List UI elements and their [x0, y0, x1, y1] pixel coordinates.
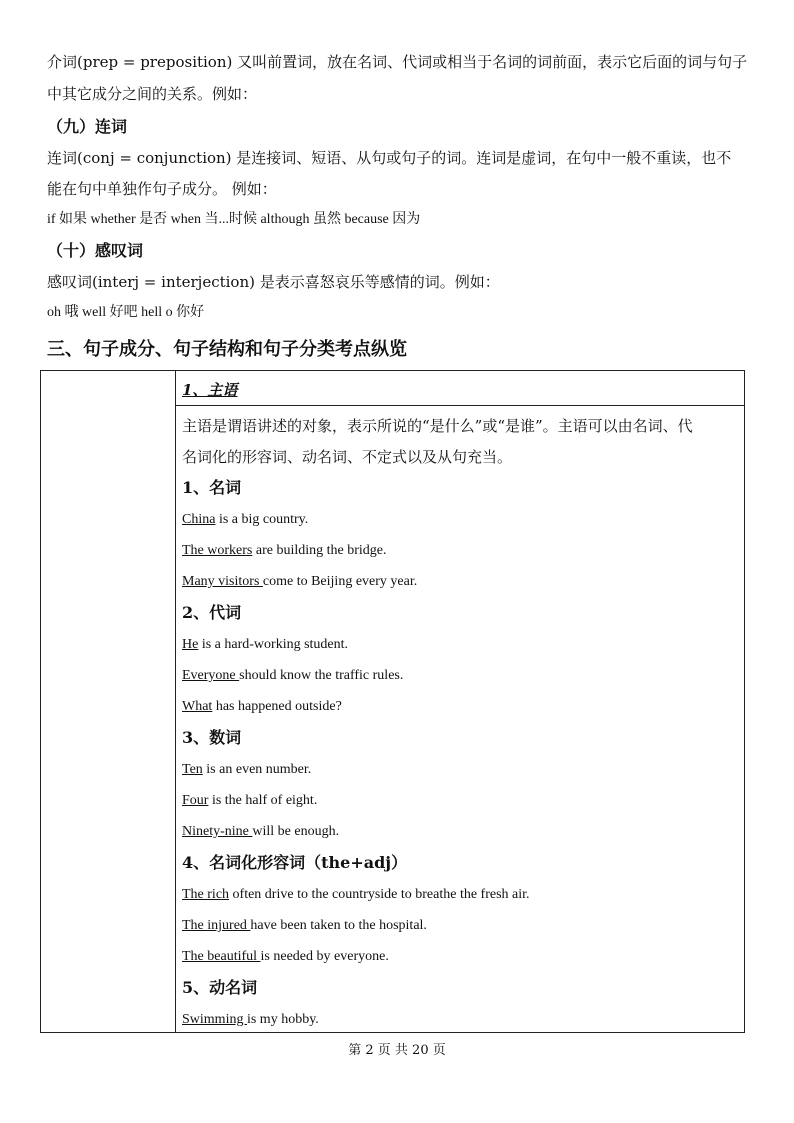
subject-desc-line2: 名词化的形容词、动名词、不定式以及从句充当。 — [182, 448, 513, 466]
sentence-rest: is a hard-working student. — [198, 637, 349, 652]
sentence-subject: Everyone — [182, 668, 240, 683]
example-sentence — [182, 822, 339, 842]
group-heading-gerund: 5、动名词 — [182, 978, 258, 997]
example-sentence — [182, 666, 403, 686]
sentence-subject: Many visitors — [182, 574, 263, 589]
interj-examples: oh 哦 well 好吧 hell o 你好 — [47, 305, 205, 320]
sentence-rest: often drive to the countryside to breathe the fresh air. — [229, 887, 530, 902]
conj-paragraph-line2: 能在句中单独作句子成分。 例如： — [47, 180, 277, 198]
group-heading-pronoun: 2、代词 — [182, 603, 242, 622]
example-sentence — [182, 885, 530, 905]
section-title: 三、句子成分、句子结构和句子分类考点纵览 — [47, 339, 407, 360]
sentence-subject: The beautiful — [182, 949, 261, 964]
sentence-subject: Ten — [182, 762, 203, 777]
sentence-subject: He — [182, 637, 199, 652]
sentence-subject: Four — [182, 793, 209, 808]
sentence-rest: are building the bridge. — [252, 543, 387, 558]
sentence-rest: is needed by everyone. — [260, 949, 389, 964]
sentence-rest: is a big country. — [215, 512, 309, 527]
sentence-rest: have been taken to the hospital. — [250, 918, 427, 933]
sentence-subject: Ninety-nine — [182, 824, 253, 839]
example-sentence — [182, 541, 387, 561]
sentence-rest: has happened outside? — [212, 699, 342, 714]
example-sentence — [182, 760, 311, 780]
sentence-rest: will be enough. — [252, 824, 340, 839]
interjection-heading: （十）感叹词 — [47, 241, 144, 260]
example-sentence — [182, 510, 308, 530]
example-sentence — [182, 1010, 319, 1030]
sentence-rest: is my hobby. — [246, 1012, 319, 1027]
sentence-rest: is the half of eight. — [208, 793, 318, 808]
sentence-subject: The rich — [182, 887, 230, 902]
example-sentence — [182, 947, 389, 967]
sentence-subject: What — [182, 699, 213, 714]
group-heading-numeral: 3、数词 — [182, 728, 242, 747]
page-footer: 第 2 页 共 20 页 — [348, 1043, 446, 1058]
example-sentence — [182, 572, 417, 592]
sentence-rest: come to Beijing every year. — [262, 574, 418, 589]
example-sentence — [182, 697, 342, 717]
prep-paragraph-line2: 中其它成分之间的关系。例如： — [47, 85, 258, 103]
sentence-rest: should know the traffic rules. — [239, 668, 404, 683]
example-sentence — [182, 916, 427, 936]
sentence-subject: Swimming — [182, 1012, 247, 1027]
conj-examples: if 如果 whether 是否 when 当...时候 although 虽然 because 因为 — [47, 212, 421, 227]
subject-desc-line1: 主语是谓语讲述的对象，表示所说的“是什么”或“是谁”。主语可以由名词、代 — [182, 417, 693, 435]
table-header-subject: 1、主语 — [182, 381, 238, 399]
conjunction-heading: （九）连词 — [47, 117, 128, 136]
group-heading-nominal-adjective: 4、名词化形容词（the+adj） — [182, 853, 408, 872]
interj-paragraph-line1: 感叹词(interj = interjection) 是表示喜怒哀乐等感情的词。例如： — [47, 273, 500, 291]
sentence-subject: China — [182, 512, 216, 527]
conj-paragraph-line1: 连词(conj = conjunction) 是连接词、短语、从句或句子的词。连词是虚词，在句中一般不重读，也不 — [47, 149, 732, 167]
example-sentence — [182, 791, 317, 811]
sentence-rest: is an even number. — [202, 762, 312, 777]
prep-paragraph-line1: 介词(prep = preposition) 又叫前置词，放在名词、代词或相当于名词的词前面，表示它后面的词与句子 — [47, 53, 748, 71]
table-column-divider — [175, 371, 176, 1032]
syntax-table — [40, 370, 745, 1033]
group-heading-noun: 1、名词 — [182, 478, 242, 497]
example-sentence — [182, 635, 348, 655]
sentence-subject: The workers — [182, 543, 253, 558]
sentence-subject: The injured — [182, 918, 251, 933]
table-header-divider — [175, 405, 744, 406]
